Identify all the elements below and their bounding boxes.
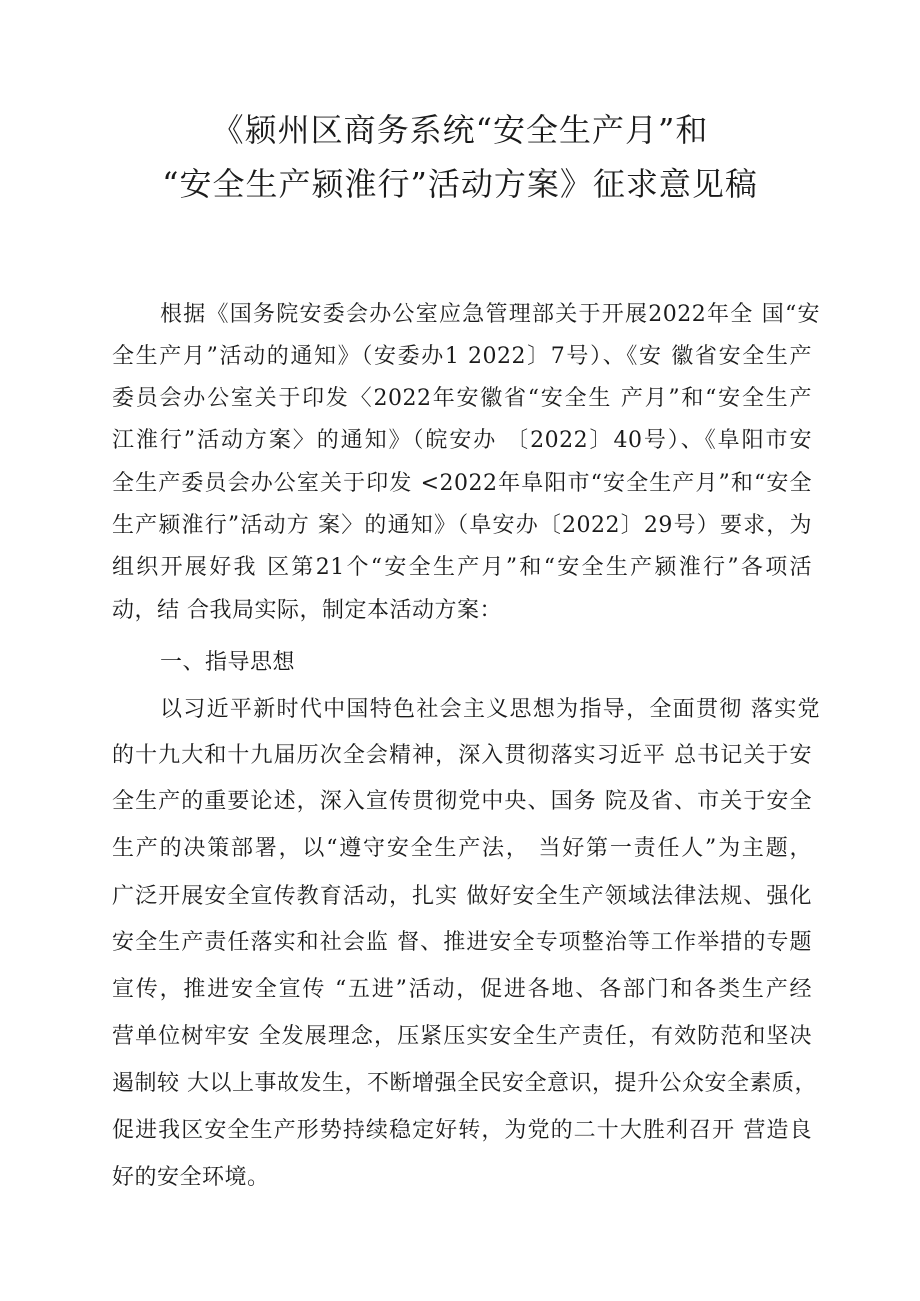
paragraph-line: 安全生产责任落实和社会监 督、推进安全专项整治等工作举措的专题 xyxy=(112,930,812,955)
paragraph-line: 全生产委员会办公室关于印发 <2022年阜阳市“安全生产月”和“安全 xyxy=(112,471,812,496)
paragraph-line: 好的安全环境。 xyxy=(112,1165,270,1190)
paragraph-line: 根据《国务院安委会办公室应急管理部关于开展2022年全 国“安 xyxy=(160,302,820,327)
document-title-line-2: “安全生产颍淮行”活动方案》征求意见稿 xyxy=(162,165,758,203)
paragraph-line: 以习近平新时代中国特色社会主义思想为指导，全面贯彻 落实党 xyxy=(160,697,820,722)
paragraph-line: 江淮行”活动方案〉的通知》（皖安办 〔2022〕40号）、《阜阳市安 xyxy=(112,428,812,453)
paragraph-line: 全生产月”活动的通知》（安委办1 2022〕7号）、《安 徽省安全生产 xyxy=(112,344,812,369)
paragraph-line: 动，结 合我局实际，制定本活动方案： xyxy=(112,598,502,623)
paragraph-line: 广泛开展安全宣传教育活动，扎实 做好安全生产领域法律法规、强化 xyxy=(112,884,812,909)
paragraph-line: 全生产的重要论述，深入宣传贯彻党中央、国务 院及省、市关于安全 xyxy=(112,789,812,814)
paragraph-line: 生产颍淮行”活动方 案〉的通知》（阜安办〔2022〕29号）要求，为 xyxy=(112,513,812,538)
paragraph-line: 遏制较 大以上事故发生，不断增强全民安全意识，提升公众安全素质， xyxy=(112,1071,817,1096)
paragraph-line: 组织开展好我 区第21个“安全生产月”和“安全生产颍淮行”各项活 xyxy=(112,555,812,580)
paragraph-line: 宣传，推进安全宣传 “五进”活动，促进各地、各部门和各类生产经 xyxy=(112,977,812,1002)
document-title-line-1: 《颍州区商务系统“安全生产月”和 xyxy=(211,111,709,149)
paragraph-line: 促进我区安全生产形势持续稳定好转，为党的二十大胜利召开 营造良 xyxy=(112,1118,812,1143)
paragraph-line: 营单位树牢安 全发展理念，压紧压实安全生产责任，有效防范和坚决 xyxy=(112,1024,812,1049)
paragraph-line: 的十九大和十九届历次全会精神，深入贯彻落实习近平 总书记关于安 xyxy=(112,743,812,768)
paragraph-line: 生产的决策部署，以“遵守安全生产法， 当好第一责任人”为主题， xyxy=(112,836,812,861)
section-heading: 一、指导思想 xyxy=(160,650,296,675)
paragraph-line: 委员会办公室关于印发〈2022年安徽省“安全生 产月”和“安全生产 xyxy=(112,386,812,411)
